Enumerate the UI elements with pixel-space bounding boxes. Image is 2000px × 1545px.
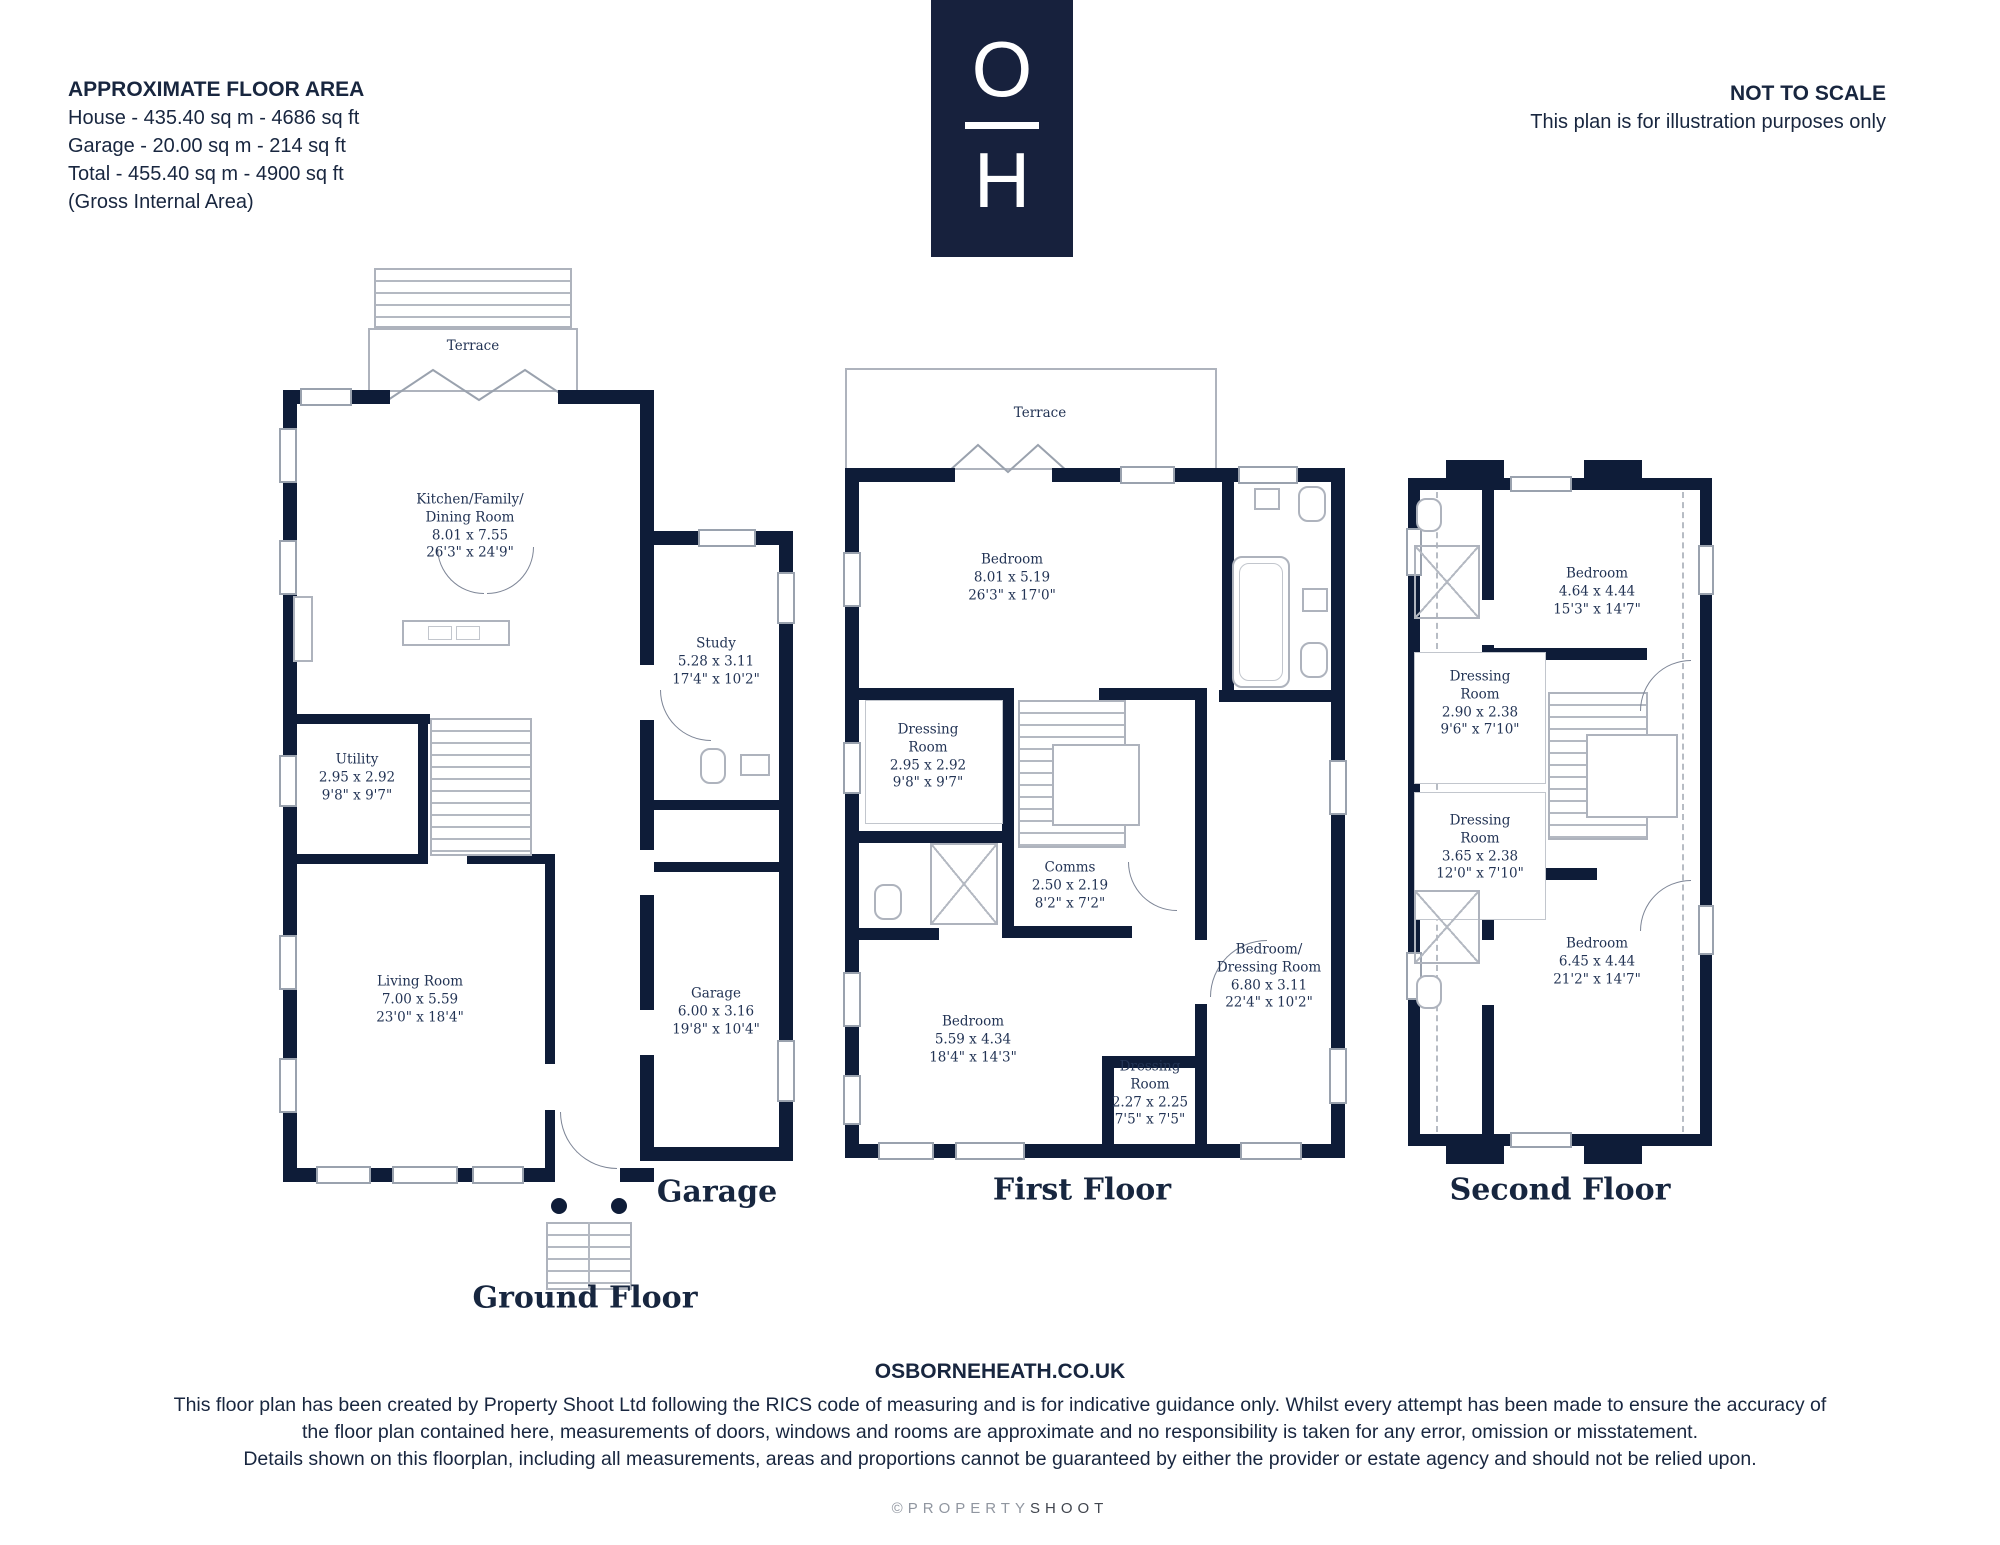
wall (620, 1168, 654, 1182)
room-dim-metric: 2.95 x 2.92 (318, 769, 396, 786)
room-dim-imperial: 26'3" x 17'0" (968, 586, 1056, 603)
room-label-living (376, 973, 464, 1026)
window (1120, 466, 1175, 484)
chimney (1584, 460, 1642, 478)
room-dim-metric: 2.50 x 2.19 (1031, 877, 1109, 894)
logo-divider (965, 122, 1039, 129)
room-name: Garage (691, 985, 741, 1002)
sink (740, 754, 770, 776)
wall (640, 545, 654, 665)
wall (859, 831, 1004, 843)
door-arc (1128, 862, 1177, 911)
room-label-bedroom-dressing (1217, 941, 1321, 1012)
room-name: Bedroom/ (1235, 941, 1303, 958)
room-dim-metric: 6.80 x 3.11 (1230, 977, 1308, 993)
room-name: Living Room (376, 973, 464, 990)
room-dim-imperial: 9'8" x 9'7" (321, 786, 393, 803)
room-dim-metric: 8.01 x 5.19 (973, 569, 1051, 586)
window (777, 572, 795, 624)
room-name: Room (1460, 830, 1500, 847)
room-dim-imperial: 23'0" x 18'4" (376, 1008, 464, 1025)
window (843, 972, 861, 1027)
wall (545, 854, 555, 1064)
room-name: Utility (335, 751, 379, 768)
room-label-dressing2 (1436, 812, 1524, 883)
room-label-bedroom2 (1553, 935, 1641, 988)
room-dim-metric: 7.00 x 5.59 (381, 991, 459, 1008)
room-label-bedroom2 (929, 1013, 1017, 1066)
room-dim-imperial: 26'3" x 24'9" (426, 544, 514, 561)
room-dim-imperial: 15'3" x 14'7" (1553, 600, 1641, 617)
shower (930, 843, 998, 925)
wall (640, 720, 654, 850)
room-name: Bedroom (1565, 565, 1629, 582)
toilet (1298, 486, 1326, 522)
wall (1219, 690, 1345, 702)
osborne-heath-logo (931, 0, 1073, 257)
wall (1002, 926, 1132, 938)
room-label-dressing1 (1441, 668, 1520, 739)
room-dim-imperial: 12'0" x 7'10" (1436, 865, 1524, 882)
toilet (700, 748, 726, 784)
room-name: Room (1130, 1076, 1170, 1093)
stairs (430, 718, 532, 856)
second-floor-caption: Second Floor (1449, 1172, 1671, 1208)
door-arc (560, 1112, 617, 1169)
room-name: Dining Room (425, 509, 515, 526)
disclaimer (0, 1392, 2000, 1473)
room-dim-metric: 2.95 x 2.92 (889, 757, 967, 773)
room-dim-metric: 6.45 x 4.44 (1558, 953, 1636, 970)
bathtub-inner (1239, 563, 1283, 681)
room-dim-imperial: 21'2" x 14'7" (1553, 970, 1641, 987)
room-name: Kitchen/Family/ (416, 491, 524, 508)
room-dim-imperial: 8'2" x 7'2" (1034, 894, 1106, 911)
window (1238, 466, 1298, 484)
sink (456, 626, 480, 640)
window (392, 1166, 458, 1184)
room-label-study (672, 635, 760, 688)
wall (1195, 1004, 1207, 1144)
scale-disclaimer (1530, 80, 1886, 136)
room-label-utility (319, 751, 395, 804)
window (843, 742, 861, 794)
terrace-label: Terrace (446, 338, 500, 355)
room-name: Bedroom (1565, 935, 1629, 952)
room-dim-metric: 5.59 x 4.34 (934, 1031, 1012, 1048)
door-arc (1640, 880, 1691, 931)
room-dim-metric: 5.28 x 3.11 (677, 653, 755, 670)
chimney (1584, 1146, 1642, 1164)
wall-opening-zigzag (948, 440, 1068, 476)
property-shoot-credit (0, 1500, 2000, 1517)
room-name: Dressing (1119, 1058, 1181, 1075)
wall (859, 928, 939, 940)
terrace-label: Terrace (1013, 405, 1067, 422)
floor-area-note: (Gross Internal Area) (68, 191, 254, 213)
room-dim-imperial: 19'8" x 10'4" (672, 1020, 760, 1037)
room-label-bedroom1 (968, 551, 1056, 604)
room-label-dressing1 (890, 721, 966, 792)
room-dim-imperial: 17'4" x 10'2" (672, 670, 760, 687)
floor-area-garage: Garage - 20.00 sq m - 214 sq ft (68, 135, 346, 157)
credit-shoot: SHOOT (1029, 1500, 1109, 1517)
eaves-line (1682, 492, 1684, 1132)
window (1240, 1142, 1302, 1160)
floor-area-summary (68, 76, 364, 216)
room-name: Study (696, 635, 736, 652)
window (777, 1040, 795, 1102)
logo-letter-o: O (971, 25, 1033, 113)
room-dim-imperial: 18'4" x 14'3" (929, 1048, 1017, 1065)
chimney (1446, 1146, 1504, 1164)
wall (418, 714, 428, 864)
pillar (551, 1198, 567, 1214)
door-arc (1640, 660, 1691, 711)
room-name: Dressing (1449, 668, 1511, 685)
wall (640, 1147, 793, 1161)
illustration-note: This plan is for illustration purposes only (1530, 111, 1886, 133)
room-dim-metric: 6.00 x 3.16 (677, 1003, 755, 1020)
room-dim-imperial: 9'8" x 9'7" (892, 774, 964, 791)
wall (1408, 478, 1512, 490)
wall (297, 854, 424, 864)
wall (1408, 1134, 1512, 1146)
wall (654, 862, 779, 872)
toilet (1416, 975, 1442, 1009)
ground-floor-caption: Ground Floor (472, 1280, 698, 1316)
wall (545, 1110, 555, 1168)
first-floor-caption: First Floor (992, 1172, 1172, 1208)
window (1329, 1048, 1347, 1104)
wall (859, 688, 1009, 700)
floor-area-title: APPROXIMATE FLOOR AREA (68, 78, 365, 101)
wall (1570, 478, 1712, 490)
wall (1482, 1005, 1494, 1134)
wall-opening-zigzag (388, 364, 570, 404)
logo-letter-h: H (973, 136, 1031, 224)
window (300, 388, 352, 406)
sink (428, 626, 452, 640)
wall (654, 800, 779, 810)
window (1698, 545, 1714, 595)
room-label-garage (672, 985, 760, 1038)
credit-copyright: © (891, 1500, 908, 1517)
window (843, 1075, 861, 1125)
floor-area-house: House - 435.40 sq m - 4686 sq ft (68, 107, 360, 129)
wall (1052, 468, 1345, 482)
room-dim-imperial: 22'4" x 10'2" (1225, 994, 1313, 1011)
room-dim-imperial: 9'6" x 7'10" (1440, 721, 1520, 738)
disclaimer-line1: This floor plan has been created by Property Shoot Ltd following the RICS code of measuring and is for indicative guidance only. Whilst every attempt has been made to ensure the accuracy of (173, 1394, 1827, 1416)
window (698, 529, 756, 547)
window (472, 1166, 524, 1184)
pillar (611, 1198, 627, 1214)
not-to-scale-title: NOT TO SCALE (1730, 82, 1886, 105)
shower (1414, 890, 1480, 964)
window (1698, 905, 1714, 955)
wall (1570, 1134, 1712, 1146)
wall (640, 895, 654, 1010)
stove (293, 596, 313, 662)
wall (640, 1055, 654, 1161)
window (878, 1142, 934, 1160)
wall (1195, 688, 1207, 940)
room-name: Dressing Room (1216, 959, 1322, 976)
toilet (874, 884, 902, 920)
terrace-steps (374, 268, 572, 328)
room-dim-metric: 4.64 x 4.44 (1558, 583, 1636, 600)
wall (1099, 688, 1207, 700)
room-dim-metric: 2.27 x 2.25 (1111, 1094, 1189, 1110)
window (955, 1142, 1025, 1160)
sink (1302, 588, 1328, 612)
window (1510, 476, 1572, 492)
room-name: Bedroom (941, 1013, 1005, 1030)
window (279, 935, 297, 990)
toilet (1416, 498, 1442, 532)
room-name: Dressing (897, 721, 959, 738)
floor-area-total: Total - 455.40 sq m - 4900 sq ft (68, 163, 344, 185)
website-url: OSBORNEHEATH.CO.UK (874, 1360, 1126, 1383)
stair-landing (1052, 744, 1140, 826)
room-dim-metric: 2.90 x 2.38 (1441, 704, 1519, 720)
window (279, 1058, 297, 1113)
chimney (1446, 460, 1504, 478)
room-name: Room (1460, 686, 1500, 703)
disclaimer-line2: the floor plan contained here, measurements of doors, windows and rooms are approximate and no responsibility is taken for any error, omission or misstatement. (301, 1421, 1699, 1443)
wall (1002, 688, 1014, 938)
garage-caption: Garage (656, 1174, 778, 1210)
window (279, 428, 297, 483)
room-name: Bedroom (980, 551, 1044, 568)
room-dim-imperial: 7'5" x 7'5" (1114, 1111, 1186, 1128)
room-label-comms (1032, 859, 1108, 912)
disclaimer-line3: Details shown on this floorplan, including all measurements, areas and proportions cannot be guaranteed by either the provider or estate agency and should not be relied upon. (243, 1448, 1757, 1470)
credit-property: PROPERTY (907, 1500, 1030, 1517)
room-label-dressing2 (1112, 1058, 1188, 1129)
sink (1254, 488, 1280, 510)
room-name: Comms (1044, 859, 1096, 876)
room-label-kitchen (416, 491, 523, 562)
stair-landing (1586, 734, 1678, 818)
window (279, 540, 297, 595)
window (1510, 1132, 1572, 1148)
room-label-bedroom1 (1553, 565, 1641, 618)
shower (1414, 545, 1480, 619)
window (279, 755, 297, 807)
window (1329, 760, 1347, 815)
door-arc (660, 690, 711, 741)
room-dim-metric: 3.65 x 2.38 (1441, 848, 1519, 864)
wall (640, 390, 654, 545)
window (843, 552, 861, 607)
wall (297, 714, 430, 724)
window (316, 1166, 371, 1184)
wall (1482, 490, 1494, 600)
room-name: Dressing (1449, 812, 1511, 829)
wall (845, 468, 955, 482)
toilet (1300, 642, 1328, 678)
room-dim-metric: 8.01 x 7.55 (431, 527, 509, 543)
room-name: Room (908, 739, 948, 756)
